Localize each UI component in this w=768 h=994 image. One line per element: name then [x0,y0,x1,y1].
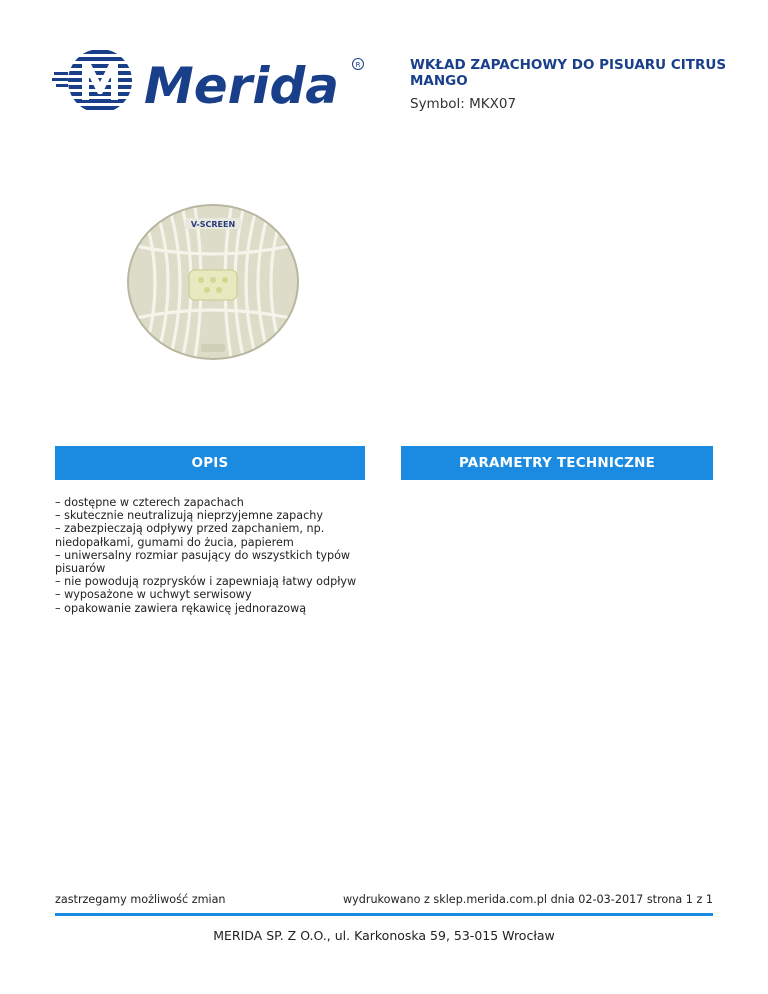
list-item: – zabezpieczają odpływy przed zapchaniem, np. niedopałkami, gumami do żucia, papierem [55,522,325,549]
list-item: – nie powodują rozprysków i zapewniają łatwy odpływ [55,575,357,589]
description-header: OPIS [55,446,365,480]
list-item: – wyposażone w uchwyt serwisowy [55,588,252,602]
description-list [55,496,365,615]
footer-divider [55,913,713,916]
product-symbol: Symbol: MKX07 [410,96,517,112]
footer-disclaimer: zastrzegamy możliwość zmian [55,893,226,906]
list-item: – skutecznie neutralizują nieprzyjemne zapachy [55,509,323,523]
product-title: WKŁAD ZAPACHOWY DO PISUARU CITRUS MANGO [410,57,727,89]
image-brand-label: V-SCREEN [190,220,236,229]
list-item: – opakowanie zawiera rękawicę jednorazową [55,601,307,615]
company-address: MERIDA SP. Z O.O., ul. Karkonoska 59, 53-015 Wrocław [213,928,555,943]
product-image [127,204,299,360]
registered-mark: R [355,61,361,69]
list-item: – uniwersalny rozmiar pasujący do wszystkich typów pisuarów [55,548,351,576]
footer-print-info: wydrukowano z sklep.merida.com.pl dnia 02-03-2017 strona 1 z 1 [342,893,713,906]
merida-logo [52,48,370,114]
list-item: – dostępne w czterech zapachach [55,496,244,509]
logo-wordmark: Merida [144,57,339,114]
parameters-header: PARAMETRY TECHNICZNE [401,446,713,480]
